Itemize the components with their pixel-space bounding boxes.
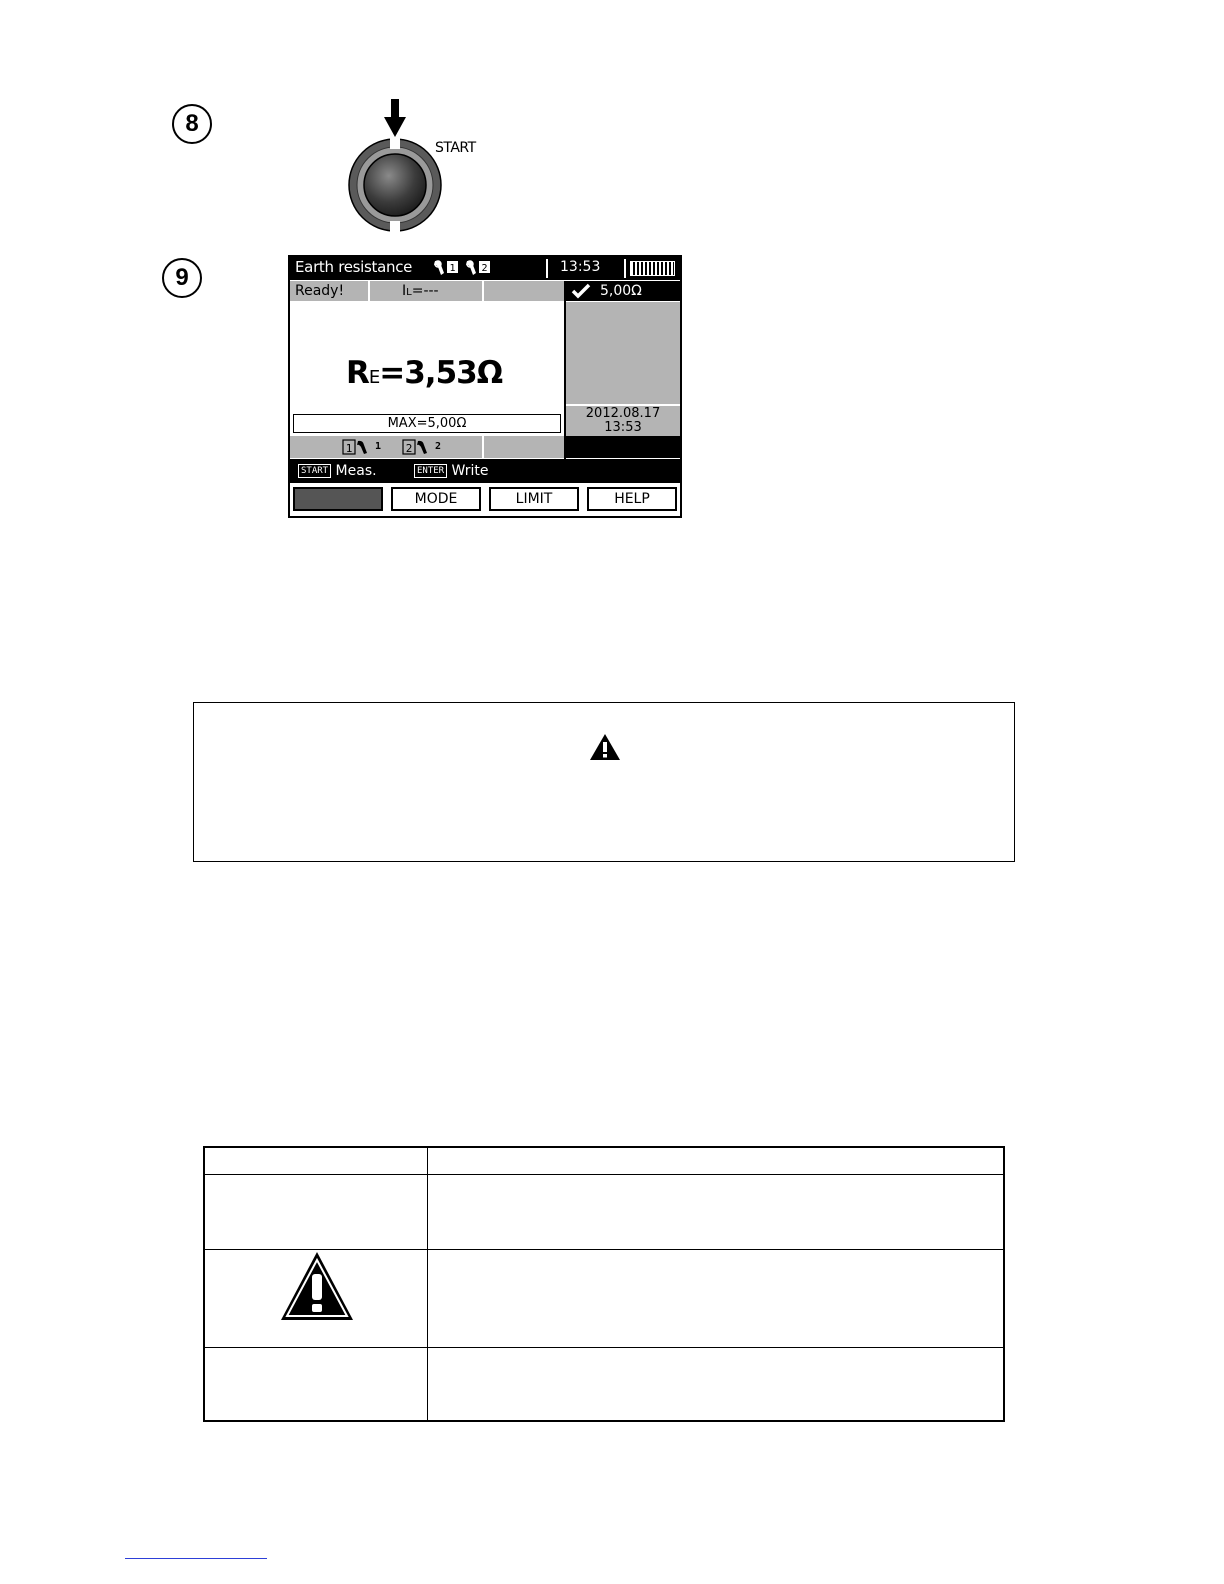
meter-screen bbox=[288, 255, 682, 518]
softkey-limit[interactable]: LIMIT bbox=[489, 487, 579, 511]
table-row bbox=[205, 1250, 1003, 1348]
status-empty-cell bbox=[484, 281, 564, 301]
clamp-row-separator bbox=[482, 436, 484, 458]
title-separator bbox=[546, 259, 548, 278]
title-separator bbox=[624, 259, 626, 278]
side-panel bbox=[566, 302, 680, 404]
screen-title: Earth resistance bbox=[295, 258, 413, 276]
footer-link-underline bbox=[125, 1558, 267, 1559]
step-number-8: 8 bbox=[172, 104, 212, 144]
screen-title-bar bbox=[290, 257, 680, 280]
clamp-row bbox=[290, 436, 564, 458]
svg-text:2: 2 bbox=[405, 442, 413, 455]
date-text: 2012.08.17 bbox=[585, 406, 661, 421]
table-header-row bbox=[205, 1148, 1003, 1175]
table-row bbox=[205, 1348, 1003, 1420]
max-value-box: MAX=5,00Ω bbox=[293, 414, 561, 433]
softkey-mode[interactable]: MODE bbox=[391, 487, 481, 511]
side-black-bar bbox=[566, 436, 680, 458]
key-hint-bar bbox=[290, 459, 680, 483]
hint-start-text: Meas. bbox=[335, 463, 377, 479]
limit-value: 5,00Ω bbox=[600, 283, 642, 299]
current-readout bbox=[370, 281, 484, 301]
softkey-help[interactable]: HELP bbox=[587, 487, 677, 511]
start-button-label: START bbox=[435, 140, 476, 156]
svg-text:2: 2 bbox=[481, 263, 488, 274]
softkey-blank[interactable] bbox=[293, 487, 383, 511]
date-time-panel bbox=[566, 406, 680, 436]
reading-symbol: R bbox=[346, 355, 369, 391]
screen-clock: 13:53 bbox=[560, 259, 601, 275]
current-subscript: L bbox=[406, 287, 412, 298]
step-number-9: 9 bbox=[162, 258, 202, 298]
current-value: =--- bbox=[411, 283, 439, 299]
clamp-1-icon bbox=[432, 259, 460, 277]
start-button-illustration bbox=[340, 95, 500, 235]
clamp-2-icon bbox=[464, 259, 492, 277]
table-column-divider bbox=[427, 1148, 428, 1420]
legend-table bbox=[203, 1146, 1005, 1422]
warning-triangle-icon bbox=[279, 1250, 355, 1329]
warning-box bbox=[193, 702, 1015, 862]
warning-triangle-icon bbox=[589, 733, 621, 766]
hint-enter-text: Write bbox=[451, 463, 489, 479]
clamp-1-status bbox=[342, 438, 386, 460]
svg-text:2: 2 bbox=[434, 441, 442, 452]
current-symbol: I bbox=[402, 283, 407, 299]
softkey-row bbox=[290, 485, 680, 516]
time-text: 13:53 bbox=[604, 420, 642, 435]
reading-subscript: E bbox=[368, 367, 380, 388]
clamp-2-status bbox=[402, 438, 446, 460]
limit-bar bbox=[566, 281, 680, 301]
table-row bbox=[205, 1175, 1003, 1250]
svg-text:1: 1 bbox=[449, 263, 456, 274]
hint-enter bbox=[414, 463, 489, 479]
enter-key-icon: ENTER bbox=[414, 464, 447, 478]
status-row bbox=[290, 281, 564, 301]
battery-icon bbox=[630, 261, 675, 276]
hint-start bbox=[298, 463, 377, 479]
start-key-icon: START bbox=[298, 464, 331, 478]
svg-text:1: 1 bbox=[374, 441, 382, 452]
clamp-indicators bbox=[432, 259, 492, 277]
resistance-reading bbox=[346, 355, 502, 391]
reading-value: =3,53Ω bbox=[379, 355, 503, 391]
svg-text:1: 1 bbox=[345, 442, 353, 455]
status-text: Ready! bbox=[290, 281, 370, 301]
